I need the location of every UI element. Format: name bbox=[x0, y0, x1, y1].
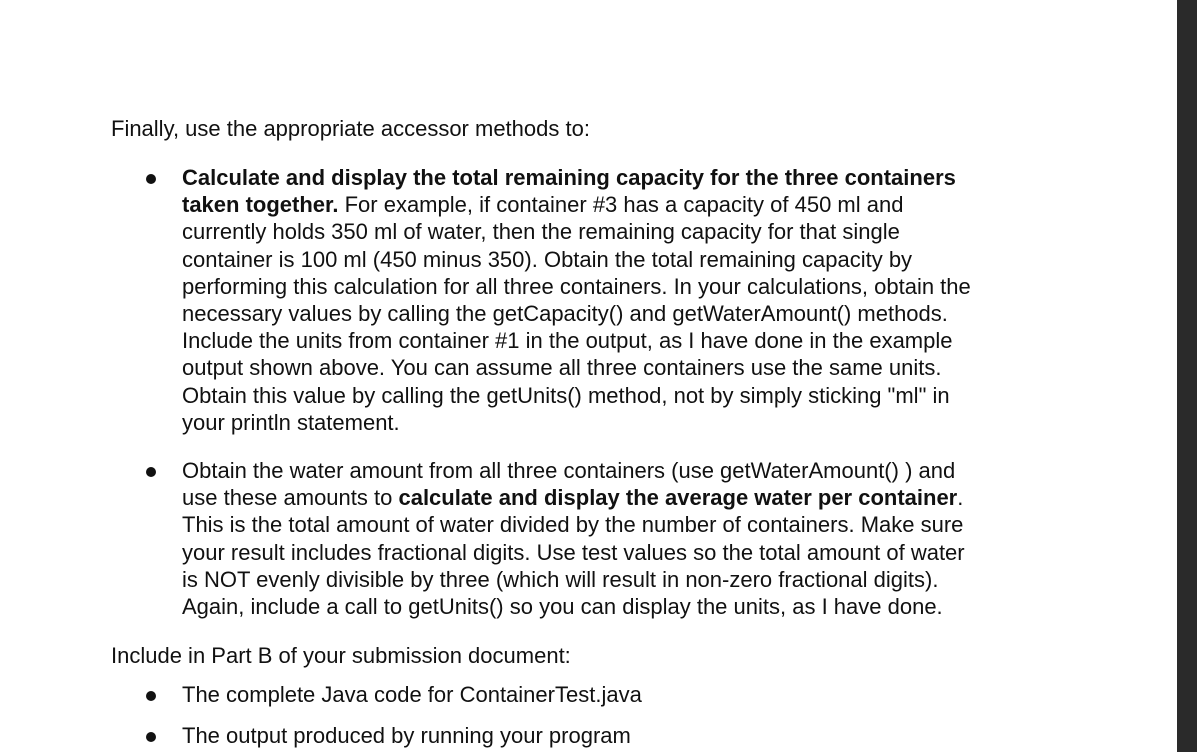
list-item-total-capacity bbox=[182, 164, 1052, 436]
text-line: The complete Java code for ContainerTest.java bbox=[182, 682, 642, 707]
list-item-average-water bbox=[182, 457, 1052, 620]
list-item-java-code bbox=[182, 681, 1052, 708]
text-line: necessary values by calling the getCapacity() and getWaterAmount() methods. bbox=[182, 300, 948, 326]
bullet-icon bbox=[146, 732, 156, 742]
text-line: Again, include a call to getUnits() so you can display the units, as I have done. bbox=[182, 593, 943, 619]
text-line: The output produced by running your program bbox=[182, 723, 631, 748]
bullet-icon bbox=[146, 467, 156, 477]
text-line: currently holds 350 ml of water, then the remaining capacity for that single bbox=[182, 219, 900, 245]
text-line: performing this calculation for all three containers. In your calculations, obtain the bbox=[182, 273, 971, 299]
text-line: Calculate and display the total remaining capacity for the three containers bbox=[182, 165, 956, 190]
text-line: This is the total amount of water divided by the number of containers. Make sure bbox=[182, 512, 964, 538]
text-line: Obtain this value by calling the getUnits() method, not by simply sticking "ml" in bbox=[182, 382, 950, 408]
window-edge bbox=[1177, 0, 1197, 752]
text-line: Include the units from container #1 in the output, as I have done in the example bbox=[182, 328, 953, 354]
text-line: taken together. For example, if container #3 has a capacity of 450 ml and bbox=[182, 192, 904, 218]
text-line: container is 100 ml (450 minus 350). Obtain the total remaining capacity by bbox=[182, 246, 913, 272]
text-line: Obtain the water amount from all three containers (use getWaterAmount() ) and bbox=[182, 458, 956, 483]
text-line: output shown above. You can assume all three containers use the same units. bbox=[182, 355, 942, 381]
text-line: your println statement. bbox=[182, 409, 400, 435]
part-b-heading: Include in Part B of your submission document: bbox=[111, 643, 571, 668]
bullet-icon bbox=[146, 691, 156, 701]
text-line: your result includes fractional digits. Use test values so the total amount of water bbox=[182, 539, 965, 565]
list-item-program-output bbox=[182, 722, 1052, 749]
text-line: use these amounts to calculate and display the average water per container. bbox=[182, 485, 964, 511]
intro-paragraph: Finally, use the appropriate accessor methods to: bbox=[111, 116, 590, 141]
bullet-icon bbox=[146, 174, 156, 184]
text-line: is NOT evenly divisible by three (which will result in non-zero fractional digits). bbox=[182, 566, 939, 592]
